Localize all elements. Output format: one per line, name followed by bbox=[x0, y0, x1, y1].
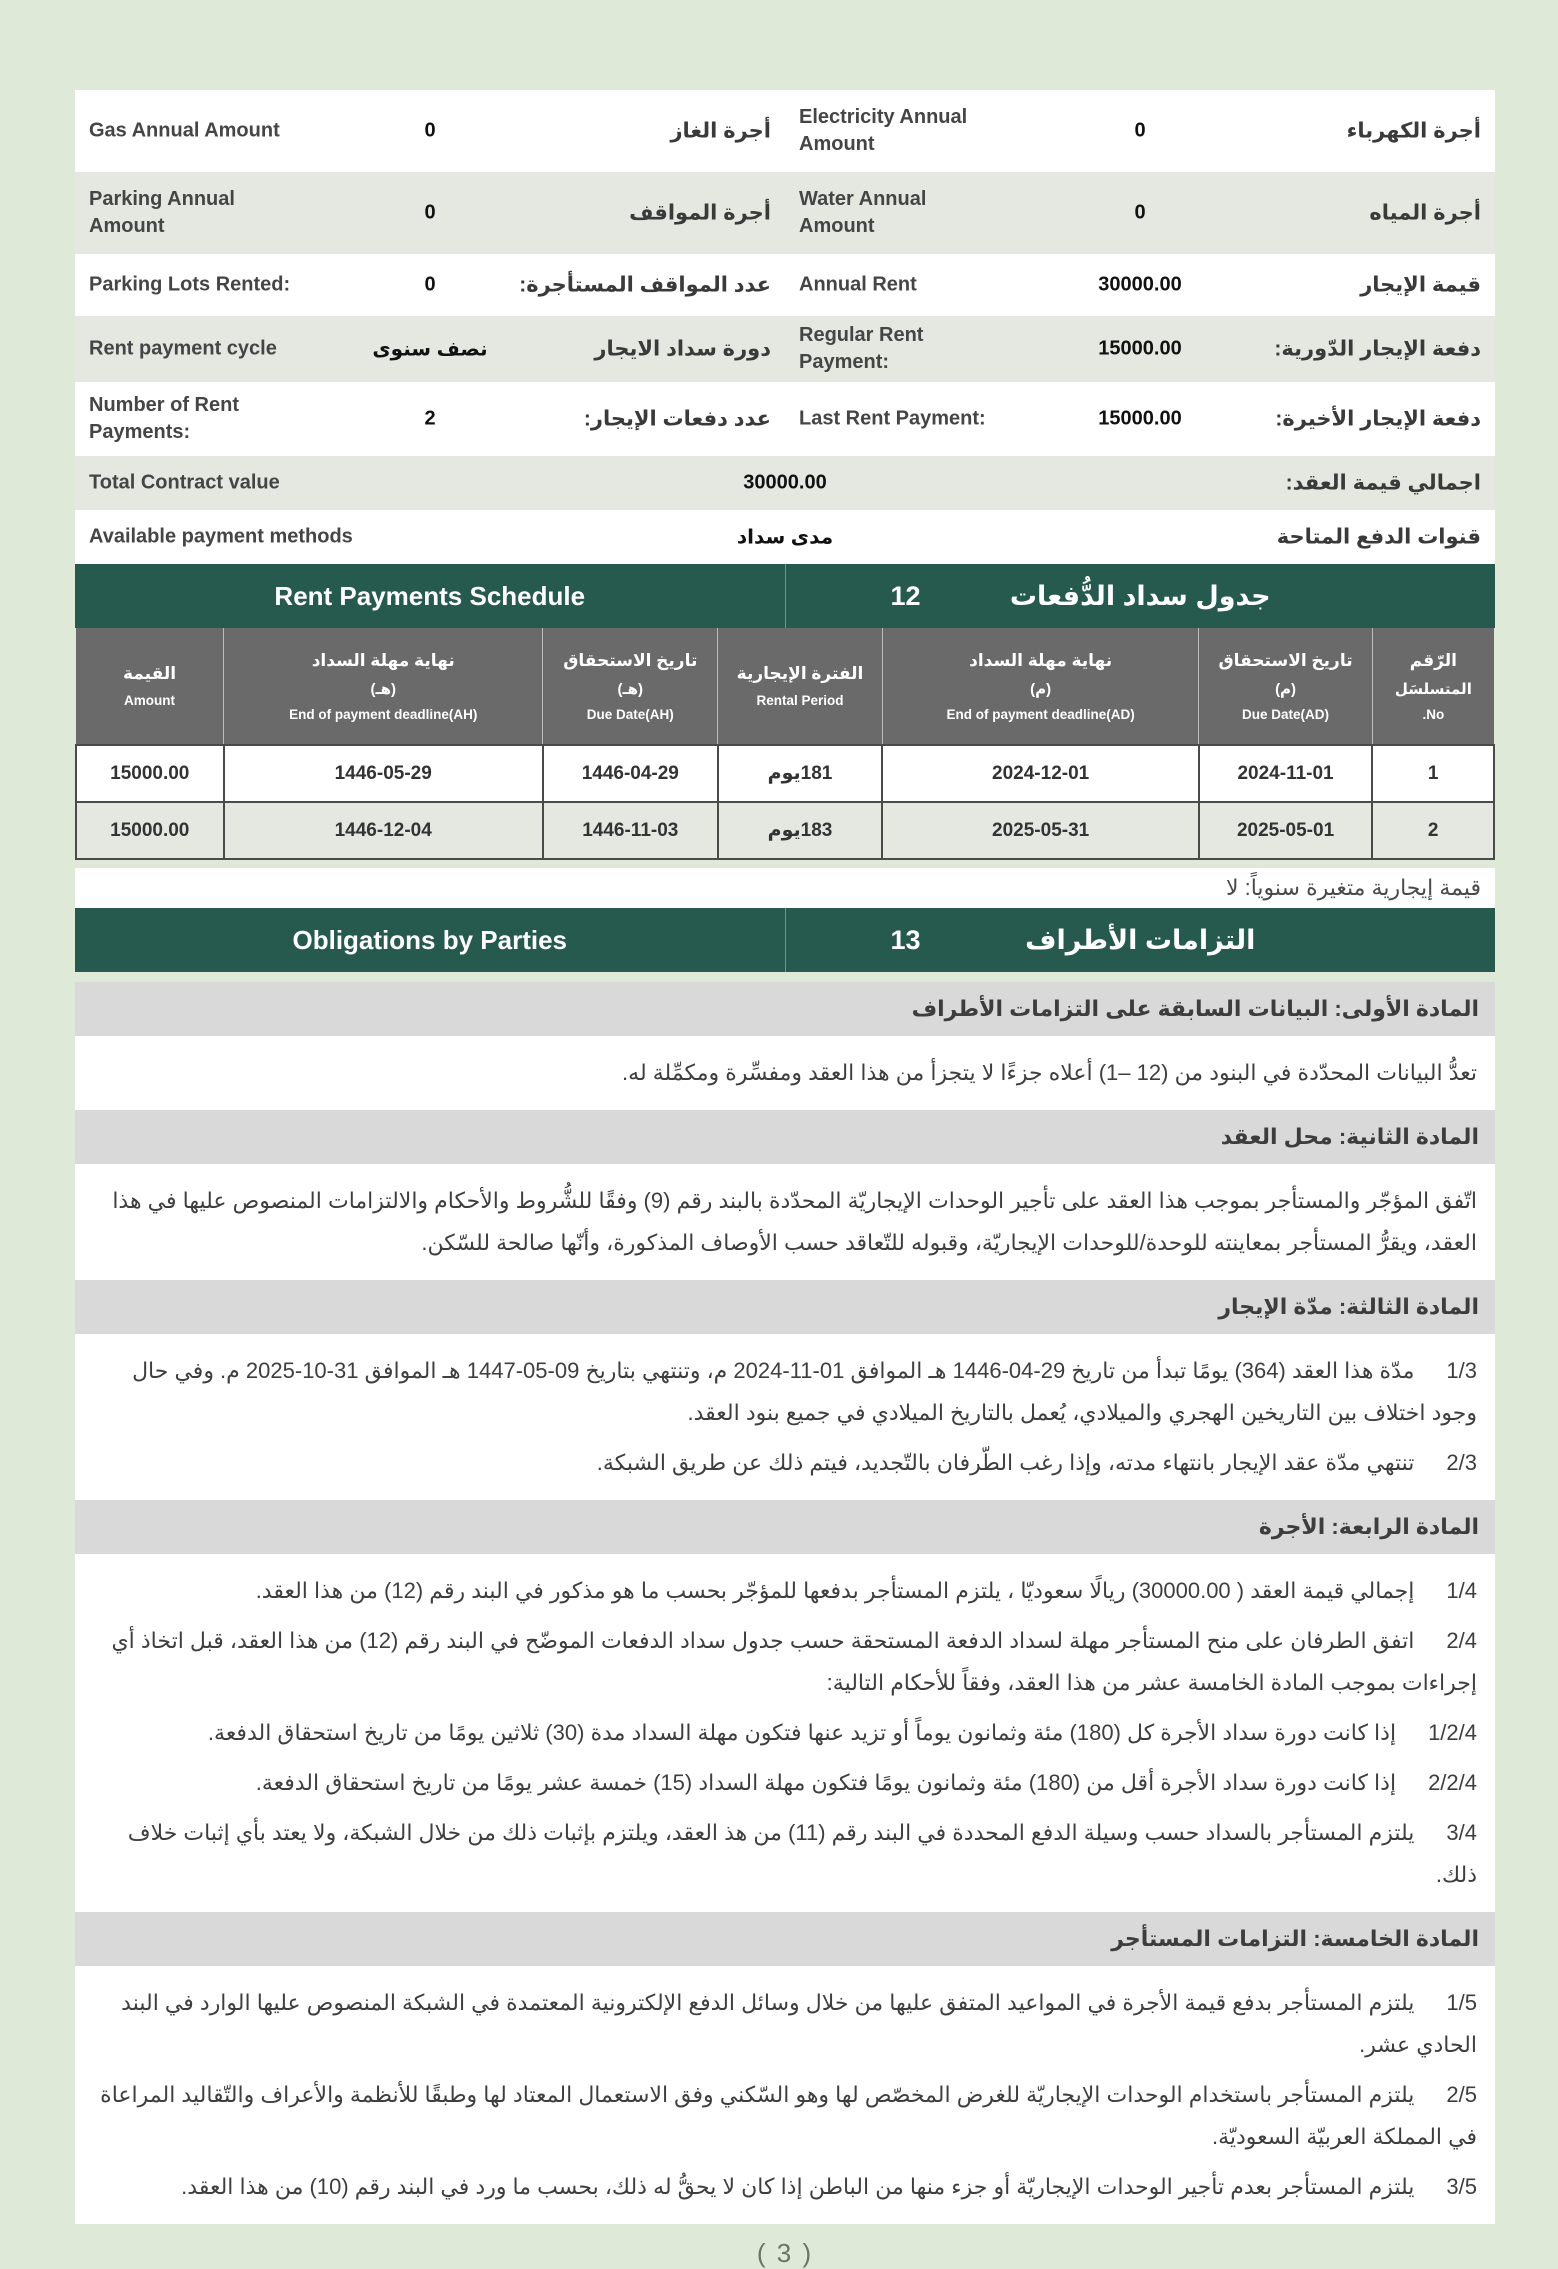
article-body bbox=[75, 1554, 1495, 1912]
details-cell-group bbox=[75, 172, 785, 254]
serial-no-cell: 2 bbox=[1372, 802, 1494, 859]
label-en: Gas Annual Amount bbox=[89, 119, 280, 142]
label-en: Rent payment cycle bbox=[89, 337, 277, 360]
details-cell-group bbox=[785, 316, 1495, 382]
page-number: ( 3 ) bbox=[756, 2238, 814, 2268]
clause-item bbox=[93, 1052, 1477, 1094]
details-row-parking-water bbox=[75, 172, 1495, 254]
label-ar: قنوات الدفع المتاحة bbox=[1276, 525, 1481, 549]
clause-item bbox=[93, 1620, 1477, 1704]
value: 0 bbox=[424, 119, 436, 142]
clause-text: تنتهي مدّة عقد الإيجار بانتهاء مدته، وإذا رغب الطّرفان بالتّجديد، فيتم ذلك عن طريق الشبكة. bbox=[596, 1450, 1415, 1475]
label-ar: أجرة الكهرباء bbox=[1346, 119, 1481, 143]
rental-period-cell: 181يوم bbox=[718, 745, 883, 802]
section-number: 12 bbox=[890, 580, 921, 611]
details-row-numpayments-last bbox=[75, 382, 1495, 456]
clause-item bbox=[93, 2074, 1477, 2158]
article-3 bbox=[75, 1280, 1495, 1500]
article-title: المادة الخامسة: التزامات المستأجر bbox=[75, 1912, 1495, 1966]
clause-number: 1/2/4 bbox=[1428, 1720, 1477, 1745]
section-title-ar: جدول سداد الدُّفعات bbox=[1009, 580, 1271, 611]
details-row-gas-electricity bbox=[75, 90, 1495, 172]
clause-item bbox=[93, 1712, 1477, 1754]
section-title-en-container bbox=[75, 908, 786, 972]
details-cell-group bbox=[785, 172, 1495, 254]
col-header-sub: (م) bbox=[1275, 680, 1297, 698]
value: 0 bbox=[424, 201, 436, 224]
label-ar: دفعة الإيجار الدّورية: bbox=[1274, 337, 1481, 361]
deadline-ah-cell: 1446-05-29 bbox=[224, 745, 543, 802]
col-header-serial-no bbox=[1372, 628, 1494, 745]
deadline-ah-cell: 1446-12-04 bbox=[224, 802, 543, 859]
label-en: Parking Lots Rented: bbox=[89, 273, 291, 296]
col-header-ar: الرّقم bbox=[1409, 650, 1457, 670]
clause-number: 3/4 bbox=[1446, 1820, 1477, 1845]
section-title-en: Obligations by Parties bbox=[292, 924, 567, 955]
clause-text: إذا كانت دورة سداد الأجرة أقل من (180) مئة وثمانون يومًا فتكون مهلة السداد (15) خمسة عشر يومًا من تاريخ استحقاق الدفعة. bbox=[255, 1770, 1397, 1795]
label-en: Available payment methods bbox=[89, 525, 353, 548]
label-en: Water Annual Amount bbox=[799, 188, 927, 237]
article-body bbox=[75, 1036, 1495, 1110]
col-header-deadline-ah bbox=[224, 628, 543, 745]
article-title: المادة الرابعة: الأجرة bbox=[75, 1500, 1495, 1554]
details-cell-group bbox=[785, 90, 1495, 172]
clause-number: 1/3 bbox=[1446, 1358, 1477, 1383]
clause-text: يلتزم المستأجر بدفع قيمة الأجرة في المواعيد المتفق عليها من خلال وسائل الدفع الإلكترونية المعتمدة في الشبكة المنصوص عليها الوارد في البند الحادي عشر. bbox=[121, 1990, 1477, 2057]
clause-item bbox=[93, 1570, 1477, 1612]
col-header-en: End of payment deadline(AD) bbox=[946, 706, 1135, 722]
value: مدى سداد bbox=[736, 526, 834, 549]
schedule-row-1 bbox=[76, 745, 1494, 802]
article-body bbox=[75, 1966, 1495, 2224]
details-row-total-contract-value bbox=[75, 456, 1495, 510]
clause-number: 2/2/4 bbox=[1428, 1770, 1477, 1795]
col-header-deadline-ad bbox=[882, 628, 1199, 745]
col-header-duedate-ah bbox=[543, 628, 718, 745]
label-ar: عدد دفعات الإيجار: bbox=[583, 407, 771, 431]
clause-text: يلتزم المستأجر باستخدام الوحدات الإيجاريّة للغرض المخصّص لها وهو السّكني وفق الاستعمال المعتاد لها وطبقًا للأنظمة والأعراف والتّقاليد المراعاة في المملكة العربيّة السعوديّة. bbox=[100, 2082, 1477, 2149]
clause-item bbox=[93, 1982, 1477, 2066]
clause-text: اتفق الطرفان على منح المستأجر مهلة لسداد الدفعة المستحقة حسب جدول سداد الدفعات الموضّح في البند رقم (12) من هذا العقد، قبل اتخاذ أي إجراءات بموجب المادة الخامسة عشر من هذا العقد، وفقاً للأحكام التالية: bbox=[111, 1628, 1477, 1695]
section-header-obligations bbox=[75, 908, 1495, 972]
col-header-en: Amount bbox=[124, 693, 175, 708]
amount-cell: 15000.00 bbox=[76, 802, 224, 859]
clause-number: 2/5 bbox=[1446, 2082, 1477, 2107]
label-ar: أجرة المياه bbox=[1369, 201, 1481, 225]
value: 0 bbox=[1134, 119, 1146, 142]
clause-number: 2/4 bbox=[1446, 1628, 1477, 1653]
article-title: المادة الأولى: البيانات السابقة على التزامات الأطراف bbox=[75, 982, 1495, 1036]
col-header-amount bbox=[76, 628, 224, 745]
section-number: 13 bbox=[890, 924, 921, 955]
label-en: Number of Rent Payments: bbox=[89, 394, 239, 443]
label-ar: عدد المواقف المستأجرة: bbox=[519, 273, 771, 297]
duedate-ah-cell: 1446-04-29 bbox=[543, 745, 718, 802]
col-header-ar: تاريخ الاستحقاق bbox=[1218, 650, 1353, 670]
value: نصف سنوى bbox=[372, 338, 488, 361]
clause-number: 1/5 bbox=[1446, 1990, 1477, 2015]
col-header-duedate-ad bbox=[1199, 628, 1372, 745]
label-ar: اجمالي قيمة العقد: bbox=[1285, 471, 1481, 495]
col-header-ar: الفترة الإيجارية bbox=[736, 664, 864, 683]
details-row-cycle-regular bbox=[75, 316, 1495, 382]
value: 15000.00 bbox=[1098, 337, 1182, 360]
article-5 bbox=[75, 1912, 1495, 2224]
col-header-en: Due Date(AD) bbox=[1242, 706, 1330, 722]
col-header-ar: نهاية مهلة السداد bbox=[311, 650, 455, 670]
col-header-ar: القيمة bbox=[122, 664, 177, 683]
clause-text: تعدُّ البيانات المحدّدة في البنود من (12 –1) أعلاه جزءًا لا يتجزأ من هذا العقد ومفسِّرة ومكمِّلة له. bbox=[622, 1060, 1477, 1085]
clause-number: 3/5 bbox=[1446, 2174, 1477, 2199]
details-cell-group bbox=[785, 382, 1495, 456]
col-header-ar: تاريخ الاستحقاق bbox=[563, 650, 698, 670]
label-ar: أجرة الغاز bbox=[670, 119, 771, 143]
section-title-ar-container bbox=[786, 564, 1496, 628]
label-ar: أجرة المواقف bbox=[629, 201, 771, 225]
variable-rent-note: قيمة إيجارية متغيرة سنوياً: لا bbox=[75, 868, 1495, 908]
clause-item bbox=[93, 1812, 1477, 1896]
rental-period-cell: 183يوم bbox=[718, 802, 883, 859]
section-title-ar-container bbox=[786, 908, 1496, 972]
deadline-ad-cell: 2025-05-31 bbox=[882, 802, 1199, 859]
duedate-ah-cell: 1446-11-03 bbox=[543, 802, 718, 859]
section-header-rent-payments-schedule bbox=[75, 564, 1495, 628]
col-header-sub: (م) bbox=[1030, 680, 1052, 698]
details-cell-group bbox=[75, 254, 785, 316]
serial-no-cell: 1 bbox=[1372, 745, 1494, 802]
col-header-sub: المتسلسَل bbox=[1394, 680, 1472, 698]
section-title-ar: التزامات الأطراف bbox=[1025, 924, 1256, 955]
value: 30000.00 bbox=[1098, 273, 1182, 296]
contract-page-content bbox=[75, 90, 1495, 2269]
label-en: Parking Annual Amount bbox=[89, 188, 235, 237]
col-header-rental-period bbox=[718, 628, 883, 745]
clause-text: إذا كانت دورة سداد الأجرة كل (180) مئة وثمانون يوماً أو تزيد عنها فتكون مهلة السداد مدة (30) ثلاثين يومًا من تاريخ استحقاق الدفعة. bbox=[207, 1720, 1397, 1745]
col-header-en: End of payment deadline(AH) bbox=[289, 706, 478, 722]
col-header-sub: (هـ) bbox=[370, 680, 396, 698]
clause-text: يلتزم المستأجر بعدم تأجير الوحدات الإيجاريّة أو جزء منها من الباطن إذا كان لا يحقُّ له ذلك، بحسب ما ورد في البند رقم (10) من هذا العقد. bbox=[181, 2174, 1415, 2199]
article-4 bbox=[75, 1500, 1495, 1912]
details-cell-group bbox=[75, 90, 785, 172]
value: 0 bbox=[424, 273, 436, 296]
value: 2 bbox=[424, 407, 436, 430]
label-en: Total Contract value bbox=[89, 471, 280, 494]
details-cell-group bbox=[75, 316, 785, 382]
clause-number: 2/3 bbox=[1446, 1450, 1477, 1475]
deadline-ad-cell: 2024-12-01 bbox=[882, 745, 1199, 802]
details-row-payment-methods bbox=[75, 510, 1495, 564]
clause-item bbox=[93, 2166, 1477, 2208]
duedate-ad-cell: 2025-05-01 bbox=[1199, 802, 1372, 859]
label-en: Regular Rent Payment: bbox=[799, 324, 924, 373]
col-header-ar: نهاية مهلة السداد bbox=[969, 650, 1113, 670]
article-title: المادة الثالثة: مدّة الإيجار bbox=[75, 1280, 1495, 1334]
col-header-sub: (هـ) bbox=[617, 680, 644, 698]
clause-number: 1/4 bbox=[1446, 1578, 1477, 1603]
details-cell-group bbox=[785, 254, 1495, 316]
schedule-row-2 bbox=[76, 802, 1494, 859]
label-ar: قيمة الإيجار bbox=[1360, 273, 1481, 297]
article-1 bbox=[75, 982, 1495, 1110]
col-header-en: Due Date(AH) bbox=[586, 706, 674, 722]
schedule-header-row bbox=[76, 628, 1494, 745]
clause-text: يلتزم المستأجر بالسداد حسب وسيلة الدفع المحددة في البند رقم (11) من هذ العقد، ويلتزم بإثبات ذلك من خلال الشبكة، ولا يعتد بأي إثبات خلاف ذلك. bbox=[127, 1820, 1477, 1887]
amount-cell: 15000.00 bbox=[76, 745, 224, 802]
contract-details-table bbox=[75, 90, 1495, 564]
label-ar: دفعة الإيجار الأخيرة: bbox=[1275, 407, 1481, 431]
label-en: Electricity Annual Amount bbox=[799, 106, 968, 155]
article-body bbox=[75, 1334, 1495, 1500]
section-title-en: Rent Payments Schedule bbox=[274, 580, 586, 611]
article-body bbox=[75, 1164, 1495, 1280]
article-title: المادة الثانية: محل العقد bbox=[75, 1110, 1495, 1164]
clause-item bbox=[93, 1762, 1477, 1804]
clause-text: اتّفق المؤجّر والمستأجر بموجب هذا العقد على تأجير الوحدات الإيجاريّة المحدّدة بالبند رقم (9) وفقًا للشُّروط والأحكام والالتزامات المنصوص عليها في هذا العقد، ويقرُّ المستأجر بمعاينته للوحدة/للوحدات الإيجاريّة، وقبوله للتّعاقد حسب الأوصاف المذكورة، وأنّها صالحة للسّكن. bbox=[112, 1188, 1477, 1255]
details-cell-group bbox=[75, 382, 785, 456]
rent-payments-schedule-table bbox=[75, 628, 1495, 860]
col-header-en: .No bbox=[1422, 706, 1445, 722]
article-2 bbox=[75, 1110, 1495, 1280]
clause-item bbox=[93, 1350, 1477, 1434]
col-header-en: Rental Period bbox=[756, 693, 844, 708]
label-en: Last Rent Payment: bbox=[799, 407, 986, 430]
value: 0 bbox=[1134, 201, 1146, 224]
value: 30000.00 bbox=[743, 471, 827, 494]
clause-item bbox=[93, 1180, 1477, 1264]
clause-text: مدّة هذا العقد (364) يومًا تبدأ من تاريخ 29-04-1446 هـ الموافق 01-11-2024 م، وتنتهي بتاريخ 09-05-1447 هـ الموافق 31-10-2025 م. وفي حال وجود اختلاف بين التاريخين الهجري والميلادي، يُعمل بالتاريخ الميلادي في جميع بنود العقد. bbox=[132, 1358, 1477, 1425]
value: 15000.00 bbox=[1098, 407, 1182, 430]
label-en: Annual Rent bbox=[799, 273, 917, 296]
duedate-ad-cell: 2024-11-01 bbox=[1199, 745, 1372, 802]
clause-text: إجمالي قيمة العقد ( 30000.00) ريالًا سعوديّا ، يلتزم المستأجر بدفعها للمؤجّر بحسب ما هو مذكور في البند رقم (12) من هذا العقد. bbox=[255, 1578, 1415, 1603]
clause-item bbox=[93, 1442, 1477, 1484]
details-row-lots-annualrent bbox=[75, 254, 1495, 316]
section-title-en-container bbox=[75, 564, 786, 628]
label-ar: دورة سداد الايجار bbox=[594, 337, 771, 361]
